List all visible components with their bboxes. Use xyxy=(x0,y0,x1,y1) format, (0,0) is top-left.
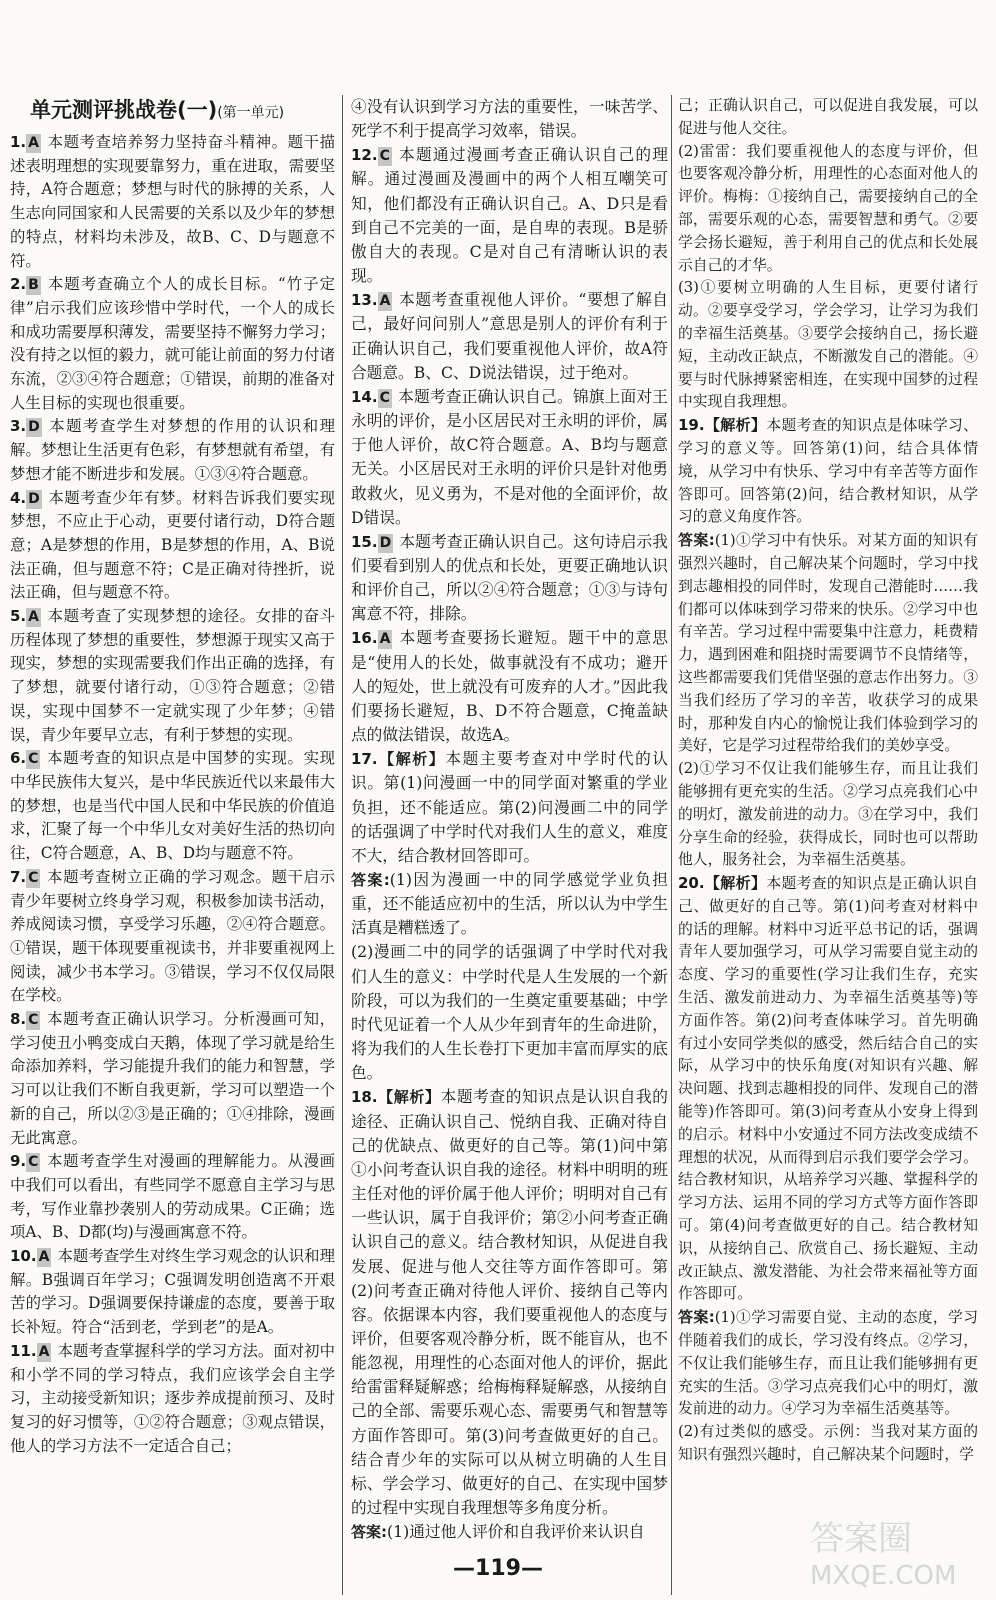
answer-item xyxy=(351,868,668,940)
answer-text: (2)有过类似的感受。示例：当我对某方面的知识有强烈兴趣时，自己解决某个问题时，学 xyxy=(678,1423,978,1464)
answer-choice: A xyxy=(379,293,391,310)
answer-text: 本题考查了实现梦想的途径。女排的奋斗历程体现了梦想的重要性，梦想源于现实又高于现实，梦想的实现需要我们作出正确的选择，有了梦想，就要付诸行动，①③符合题意；②错误，实现中国梦不一定就实现了少年梦；④错误，青少年要早立志，有利于梦想的实现。 xyxy=(10,607,335,744)
question-number: 17. xyxy=(351,750,378,769)
answer-item xyxy=(10,487,335,606)
answer-text: 本题考查要扬长避短。题干中的意思是“使用人的长处，做事就没有不成功；避开人的短处，世上就没有可废弃的人才。”因此我们要扬长避短，B、D不符合题意，C掩盖缺点的做法错误，故选A。 xyxy=(351,628,668,745)
answer-choice: C xyxy=(28,751,39,768)
answer-text: 本题考查少年有梦。材料告诉我们要实现梦想，不应止于心动，更要付诸行动，D符合题意；A是梦想的作用，B是梦想的作用，A、B说法正确，但与题意不符；C是正确对待挫折，说法正确，但与题意不符。 xyxy=(10,488,335,602)
answer-text: 本题主要考查对中学时代的认识。第(1)问漫画一中的同学面对繁重的学业负担，还不能适应。第(2)问漫画二中的同学的话强调了中学时代对我们人生的意义，难度不大，结合教材回答即可。 xyxy=(351,749,668,865)
column-right xyxy=(678,95,978,1467)
column-divider xyxy=(671,95,672,1595)
answer-choice: D xyxy=(28,419,40,436)
question-number: 3. xyxy=(10,417,27,436)
answer-item xyxy=(678,872,978,1306)
answer-text: 本题考查的知识点是认识自我的途径、正确认识自己、悦纳自我、正确对待自己的优缺点、做更好的自己等。第(1)问中第①小问考查认识自我的途径。材料中明明的班主任对他的评价属于他人评价；明明对自己有一些认识，属于自我评价；第②小问考查正确认识自己的意义。结合教材知识，从促进自我发展、促进与他人交往等方面作答即可。第(2)问考查正确对待他人评价、接纳自己等内容。依据课本内容，我们要重视他人的态度与评价，但要客观冷静分析，既不能盲从，也不能忽视，用理性的心态面对他人的评价，据此给雷雷释疑解惑；给梅梅释疑解惑，从接纳自己的全部、需要乐观心态、需要勇气和智慧等方面作答即可。第(3)问考查做更好的自己。结合青少年的实际可以从树立明确的人生目标、学会学习、做更好的自己、在实现中国梦的过程中实现自我理想等多角度分析。 xyxy=(351,1087,668,1518)
question-number: 1. xyxy=(10,133,27,151)
page-title: 单元测评挑战卷(一)(第一单元) xyxy=(30,98,285,122)
answer-text: 本题考查确立个人的成长目标。“竹子定律”启示我们应该珍惜中学时代，一个人的成长和成功需要厚积薄发，需要坚持不懈努力学习；没有持之以恒的毅力，就可能让前面的努力付诸东流，②③④符合题意；①错误，前期的准备对人生目标的实现也很重要。 xyxy=(10,275,335,412)
column-left xyxy=(10,95,335,1458)
answer-item xyxy=(351,143,668,288)
answer-text: (1)因为漫画一中的同学感觉学业负担重，还不能适应初中的生活，所以认为中学生活真是糟糕透了。 xyxy=(351,870,668,938)
question-number: 2. xyxy=(10,275,27,294)
answer-choice: A xyxy=(38,1249,50,1266)
answer-choice: A xyxy=(38,1343,50,1360)
answer-item xyxy=(10,1245,335,1340)
answer-text: 本题考查的知识点是中国梦的实现。实现中华民族伟大复兴，是中华民族近代以来最伟大的梦想，也是当代中国人民和中华民族的价值追求，汇聚了每一个中华儿女对美好生活的热切向往，C符合题意，A、B、D均与题意不符。 xyxy=(10,749,335,863)
question-number: 7. xyxy=(10,867,27,886)
answer-item xyxy=(351,385,668,530)
section-tag: 【解析】 xyxy=(377,1088,441,1107)
answer-text: 本题考查正确认识自己。这句诗启示我们要看到别人的优点和长处，更要正确地认识和评价自己，所以②④符合题意；①③与诗句寓意不符，排除。 xyxy=(351,531,668,624)
question-number: 10. xyxy=(10,1247,37,1266)
answer-item xyxy=(10,131,335,273)
answer-item xyxy=(351,95,668,143)
answer-text: (1)通过他人评价和自我评价来认识自 xyxy=(387,1522,645,1542)
answer-item xyxy=(10,273,335,415)
answer-text: 本题考查的知识点是体味学习、学习的意义等。回答第(1)问，结合具体情境，从学习中有快乐、学习中有辛苦等方面作答即可。回答第(2)问，结合教材知识，从学习的意义角度作答。 xyxy=(678,417,978,526)
answer-list xyxy=(678,95,978,1467)
answer-text: 本题考查正确认识学习。分析漫画可知，学习使丑小鸭变成白天鹅，体现了学习就是给生命添加养料，学习能提升我们的能力和智慧，学习可以让我们不断自我更新，学习可以塑造一个新的自己，所以②③是正确的；①④排除，漫画无此寓意。 xyxy=(10,1010,335,1147)
answer-text: 本题考查树立正确的学习观念。题干启示青少年要树立终身学习观，积极参加读书活动，养成阅读习惯，享受学习乐趣，②④符合题意。①错误，题干体现要重视读书，并非要重视网上阅读，减少书本学习。③错误，学习不仅仅局限在学校。 xyxy=(10,867,335,1005)
watermark-logo xyxy=(806,1512,974,1592)
answer-item xyxy=(351,940,668,1085)
answer-item xyxy=(10,605,335,747)
section-tag: 答案: xyxy=(678,531,715,550)
answer-item xyxy=(351,747,668,868)
answer-choice: C xyxy=(28,869,39,886)
answer-item xyxy=(10,866,335,1008)
answer-text: (2)雷雷：我们要重视他人的态度与评价，但也要客观冷静分析，用理性的心态面对他人的评价。梅梅：①接纳自己，需要接纳自己的全部，需要乐观的心态，需要智慧和勇气。②要学会扬长避短，善于利用自己的优点和长处展示自己的才华。 xyxy=(678,142,978,274)
answer-text: 本题考查掌握科学的学习方法。面对初中和小学不同的学习特点，我们应该学会自主学习，主动接受新知识；逐步养成提前预习、及时复习的好习惯等，①②符合题意；③观点错误，他人的学习方法不一定适合自己； xyxy=(10,1341,335,1455)
question-number: 18. xyxy=(351,1088,378,1107)
answer-text: 本题考查培养努力坚持奋斗精神。题干描述表明理想的实现要靠努力，重在进取，需要坚持，A符合题意；梦想与时代的脉搏的关系，人生志向同国家和人民需要的关系以及少年的梦想的特点，材料均未涉及，故B、C、D与题意不符。 xyxy=(10,133,335,270)
answer-item xyxy=(678,141,978,278)
question-number: 13. xyxy=(351,291,378,310)
answer-text: 本题通过漫画考查正确认识自己的理解。通过漫画及漫画中的两个人相互嘲笑可知，他们都没有正确认识自己。A、D只是看到自己不完美的一面，是自卑的表现。B是骄傲自大的表现。C是对自己有清晰认识的表现。 xyxy=(351,145,668,286)
answer-item xyxy=(351,626,668,747)
answer-item xyxy=(678,758,978,872)
question-number: 9. xyxy=(10,1152,27,1171)
answer-text: (2)①学习不仅让我们能够生存，而且让我们能够拥有更充实的生活。②学习点亮我们心中的明灯，激发前进的动力。③在学习中，我们分享生命的经验，获得成长，同时也可以帮助他人，服务社会，为幸福生活奠基。 xyxy=(678,760,978,869)
answer-choice: B xyxy=(28,277,39,294)
answer-choice: D xyxy=(28,490,40,507)
answer-choice: A xyxy=(28,135,39,151)
section-tag: 【解析】 xyxy=(377,750,446,769)
question-number: 4. xyxy=(10,488,27,507)
answer-choice: D xyxy=(379,534,392,551)
watermark-top: 答案圈 xyxy=(810,1519,912,1559)
question-number: 5. xyxy=(10,607,27,626)
answer-text: (1)①学习需要自觉、主动的态度，学习伴随着我们的成长，学习没有终点。②学习，不仅让我们能够生存，而且让我们能够拥有更充实的生活。③学习点亮我们心中的明灯，激发前进的动力。④学习为幸福生活奠基等。 xyxy=(678,1309,978,1418)
answer-choice: A xyxy=(28,609,39,626)
answer-text: 本题考查的知识点是正确认识自己、做更好的自己等。第(1)问考查对材料中的话的理解。材料中习近平总书记的话，强调青年人要加强学习，可从学习需要自觉主动的态度、学习的重要性(学习让我们生存，充实生活、激发前进动力、为幸福生活奠基等)等方面作答。第(2)问考查体味学习。首先明确有过小安同学类似的感受，然后结合自己的实际，从学习中的快乐角度(对知识有兴趣、解决问题、找到志趣相投的同伴、发现自己的潜能等)作答即可。第(3)问考查从小安身上得到的启示。材料中小安通过不同方法改变成绩不理想的状况，从而得到启示我们要学会学习。结合教材知识，从培养学习兴趣、掌握科学的学习方法、运用不同的学习方式等方面作答即可。第(4)问考查做更好的自己。结合教材知识，从接纳自己、欣赏自己、扬长避短、主动改正缺点、激发潜能、为社会带来福祉等方面作答即可。 xyxy=(678,875,978,1303)
answer-item xyxy=(351,1520,668,1544)
answer-item xyxy=(10,1008,335,1150)
answer-text: 本题考查学生对终生学习观念的认识和理解。B强调百年学习；C强调发明创造离不开艰苦的学习。D强调要保持谦虚的态度，要善于取长补短。符合“活到老，学到老”的是A。 xyxy=(10,1247,335,1337)
section-tag: 答案: xyxy=(678,1308,715,1327)
answer-text: ④没有认识到学习方法的重要性，一味苦学、死学不利于提高学习效率，错误。 xyxy=(351,97,668,141)
answer-item xyxy=(678,95,978,141)
section-tag: 答案: xyxy=(351,1523,387,1542)
answer-text: 己；正确认识自己，可以促进自我发展，可以促进与他人交往。 xyxy=(678,97,978,137)
answer-item xyxy=(10,1150,335,1245)
answer-item xyxy=(678,414,978,529)
answer-item xyxy=(678,1306,978,1421)
page-number: —119— xyxy=(453,1556,543,1581)
answer-list xyxy=(10,131,335,1458)
question-number: 11. xyxy=(10,1341,37,1360)
answer-text: 本题考查重视他人评价。“要想了解自己，最好问问别人”意思是别人的评价有利于正确认识自己，我们要重视他人评价，故A符合题意。B、C、D说法错误，过于绝对。 xyxy=(351,290,668,382)
column-middle xyxy=(351,95,668,1544)
question-number: 19. xyxy=(678,416,705,435)
answer-item xyxy=(10,415,335,486)
question-number: 12. xyxy=(351,146,378,165)
column-divider xyxy=(342,95,343,1595)
answer-item xyxy=(10,1340,335,1459)
section-tag: 答案: xyxy=(351,871,390,889)
answer-item xyxy=(10,747,335,866)
answer-item xyxy=(678,529,978,758)
answer-item xyxy=(351,1085,668,1520)
question-number: 20. xyxy=(678,874,705,893)
question-number: 14. xyxy=(351,387,378,406)
answer-list xyxy=(351,95,668,1544)
section-tag: 【解析】 xyxy=(704,874,767,893)
answer-choice: A xyxy=(379,631,391,648)
question-number: 15. xyxy=(351,532,378,551)
question-number: 6. xyxy=(10,749,27,768)
answer-text: 本题考查正确认识自己。锦旗上面对王永明的评价，是小区居民对王永明的评价，属于他人评价，故C符合题意。A、B均与题意无关。小区居民对王永明的评价只是针对他勇敢救火，见义勇为，不是对他的全面评价，故D错误。 xyxy=(351,386,668,527)
answer-choice: C xyxy=(28,1154,39,1171)
answer-text: 本题考查学生对梦想的作用的认识和理解。梦想让生活更有色彩，有梦想就有希望，有梦想才能不断进步和发展。①③④符合题意。 xyxy=(10,417,335,483)
watermark-bottom: MXQE.COM xyxy=(810,1561,957,1591)
answer-choice: C xyxy=(379,148,390,165)
question-number: 8. xyxy=(10,1010,27,1029)
answer-item xyxy=(351,530,668,627)
answer-text: (1)①学习中有快乐。对某方面的知识有强烈兴趣时，自己解决某个问题时，学习中找到志趣相投的同伴时，发现自己潜能时……我们都可以体味到学习带来的快乐。②学习中也有辛苦。学习过程中需要集中注意力，耗费精力，遇到困难和阻挠时需要调节不良情绪等，这些都需要我们凭借坚强的意志作出努力。③当我们经历了学习的辛苦，收获学习的成果时，那种发自内心的愉悦让我们体验到学习的美好，它是学习过程带给我们的美妙享受。 xyxy=(678,532,978,755)
answer-item xyxy=(678,277,978,414)
answer-text: (2)漫画二中的同学的话强调了中学时代对我们人生的意义：中学时代是人生发展的一个新阶段，可以为我们的一生奠定重要基础；中学时代见证着一个人从少年到青年的生命进阶，将为我们的人生长卷打下更加丰富而厚实的底色。 xyxy=(351,942,668,1083)
answer-text: (3)①要树立明确的人生目标，更要付诸行动。②要享受学习，学会学习，让学习为我们的幸福生活奠基。③要学会接纳自己，扬长避短，主动改正缺点，不断激发自己的潜能。④要与时代脉搏紧密相连，在实现中国梦的过程中实现自我理想。 xyxy=(678,279,978,411)
section-tag: 【解析】 xyxy=(704,416,767,435)
answer-choice: C xyxy=(379,389,390,406)
answer-text: 本题考查学生对漫画的理解能力。从漫画中我们可以看出，有些同学不愿意自主学习与思考，写作业靠抄袭别人的劳动成果。C正确；选项A、B、D都(均)与漫画寓意不符。 xyxy=(10,1152,335,1242)
question-number: 16. xyxy=(351,629,378,648)
answer-choice: C xyxy=(28,1012,39,1029)
answer-item xyxy=(351,288,668,385)
answer-item xyxy=(678,1421,978,1467)
